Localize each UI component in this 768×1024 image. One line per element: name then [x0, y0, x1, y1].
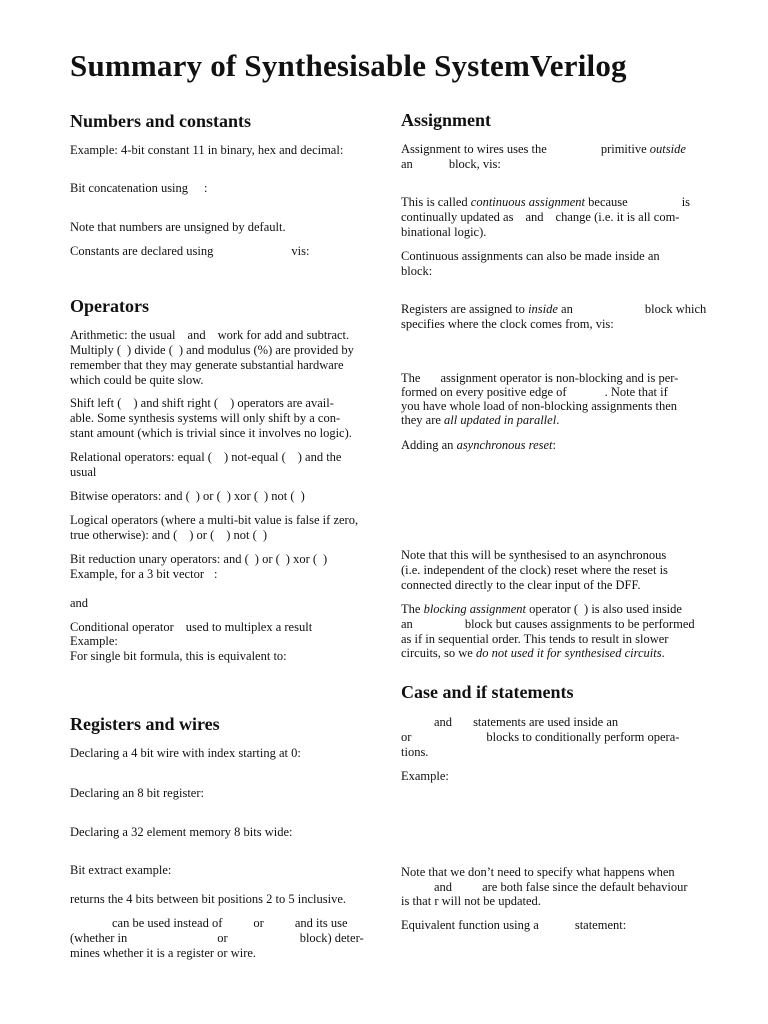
nb-2b: . Note that if — [604, 385, 668, 399]
arith-2a: Multiply ( — [70, 343, 122, 357]
logical-2a: true otherwise): and ( — [70, 528, 178, 542]
relational-line-1 — [70, 450, 341, 465]
nb-4c: . — [556, 413, 560, 427]
constants-vis: vis: — [291, 244, 310, 258]
assign-line-1 — [401, 142, 686, 157]
cont-1b: continuous assignment — [470, 195, 586, 209]
arith-text-a: Arithmetic: the usual — [70, 328, 176, 342]
registers-mem: Declaring a 32 element memory 8 bits wide: — [70, 825, 293, 839]
cont-2c: change (i.e. it is all com- — [555, 210, 680, 224]
logic-1c: and its use — [294, 916, 348, 930]
async-note-line-2: (i.e. independent of the clock) reset where the reset is — [401, 563, 668, 577]
logical-2d: ) — [262, 528, 267, 542]
nb-4b: all updated in parallel — [444, 413, 557, 427]
rel-1c: ) and the — [297, 450, 342, 464]
caseif-note-line-3: is that r will not be updated. — [401, 894, 541, 908]
caseif-1b: statements are used inside an — [473, 715, 619, 729]
nb-1a: The — [401, 371, 421, 385]
caseif-line-2 — [401, 730, 679, 745]
reg-1c: an — [561, 302, 573, 316]
bitwise-b: ) or ( — [195, 489, 221, 503]
heading-case-if: Case and if statements — [401, 682, 574, 702]
blk-1a: The — [401, 602, 421, 616]
blk-4a: circuits, so we — [401, 646, 473, 660]
reduction-1d: ) — [323, 552, 328, 566]
blk-1d: ) is also used inside — [584, 602, 682, 616]
logical-line-1: Logical operators (where a multi-bit value is false if zero, — [70, 513, 359, 527]
caseif-note-line-1: Note that we don’t need to specify what happens when — [401, 865, 675, 879]
caseif-example: Example: — [401, 769, 449, 783]
rel-1a: Relational operators: equal ( — [70, 450, 212, 464]
cond-1a: Conditional operator — [70, 620, 174, 634]
reduction-line-1 — [70, 552, 327, 567]
blk-2a: an — [401, 617, 413, 631]
nb-1b: assignment operator is non-blocking and is per- — [440, 371, 679, 385]
continuous-line-1 — [401, 195, 690, 210]
arith-text-c: work for add and subtract. — [217, 328, 350, 342]
registers-returns: returns the 4 bits between bit positions 2 to 5 inclusive. — [70, 892, 347, 906]
logical-2c: ) not ( — [226, 528, 257, 542]
nonblocking-line-2 — [401, 385, 668, 400]
cont-1c: because — [588, 195, 628, 209]
reduction-2a: Example, for a 3 bit vector — [70, 567, 204, 581]
registers-reg: Declaring an 8 bit register: — [70, 786, 204, 800]
numbers-unsigned: Note that numbers are unsigned by default. — [70, 220, 286, 234]
equiv-a: Equivalent function using a — [401, 918, 539, 932]
logic-2c: block) deter- — [299, 931, 364, 945]
blocking-line-1 — [401, 602, 682, 617]
nonblocking-line-3: you have whole load of non-blocking assignments then — [401, 399, 677, 413]
shift-1c: ) operators are avail- — [230, 396, 334, 410]
assign-2a: an — [401, 157, 413, 171]
caseif-note-2b: are both false since the default behaviour — [482, 880, 688, 894]
arith-line-3: remember that they may generate substantial hardware — [70, 358, 344, 372]
numbers-constants — [70, 244, 309, 259]
bitwise-e: ) — [300, 489, 305, 503]
logic-1b: or — [253, 916, 264, 930]
assign-2b: block, vis: — [448, 157, 501, 171]
registers-logic-line-2 — [70, 931, 364, 946]
caseif-2b: blocks to conditionally perform opera- — [486, 730, 680, 744]
arith-line-2 — [70, 343, 354, 358]
equiv-b: statement: — [574, 918, 627, 932]
caseif-line-3: tions. — [401, 745, 429, 759]
registers-extract: Bit extract example: — [70, 863, 172, 877]
async-c: : — [552, 438, 556, 452]
cont-2b: and — [525, 210, 544, 224]
cont-1a: This is called — [401, 195, 468, 209]
reduction-1c: ) xor ( — [285, 552, 318, 566]
reduction-and: and — [70, 596, 89, 610]
conditional-line-2: Example: — [70, 634, 118, 648]
assign-1b: primitive — [600, 142, 647, 156]
shift-1b: ) and shift right ( — [133, 396, 219, 410]
cont-2a: continually updated as — [401, 210, 514, 224]
reduction-2b: : — [213, 567, 218, 581]
heading-registers: Registers and wires — [70, 714, 220, 734]
blocking-line-2 — [401, 617, 695, 632]
inside-line-1: Continuous assignments can also be made inside an — [401, 249, 660, 263]
logic-1a: can be used instead of — [112, 916, 223, 930]
blk-1b: blocking assignment — [423, 602, 526, 616]
continuous-line-2 — [401, 210, 679, 225]
reg-1a: Registers are assigned to — [401, 302, 525, 316]
reg-1d: block which — [644, 302, 707, 316]
shift-line-2: able. Some synthesis systems will only shift by a con- — [70, 411, 341, 425]
registers-logic-line-3: mines whether it is a register or wire. — [70, 946, 257, 960]
arith-2c: ) and modulus (%) are provided by — [178, 343, 354, 357]
caseif-2a: or — [401, 730, 412, 744]
registers-assign-line-2: specifies where the clock comes from, vis: — [401, 317, 614, 331]
numbers-concat — [70, 181, 208, 196]
logical-2b: ) or ( — [189, 528, 215, 542]
reduction-line-2 — [70, 567, 217, 582]
registers-wire: Declaring a 4 bit wire with index starting at 0: — [70, 746, 301, 760]
concat-text: Bit concatenation using — [70, 181, 189, 195]
inside-line-2: block: — [401, 264, 433, 278]
page-title: Summary of Synthesisable SystemVerilog — [70, 48, 627, 83]
logic-2a: (whether in — [70, 931, 128, 945]
caseif-note-line-2 — [401, 880, 688, 895]
assign-1a: Assignment to wires uses the — [401, 142, 547, 156]
blocking-line-3: as if in sequential order. This tends to result in slower — [401, 632, 669, 646]
arith-line-1 — [70, 328, 349, 343]
caseif-note-2a: and — [434, 880, 453, 894]
reduction-1a: Bit reduction unary operators: and ( — [70, 552, 249, 566]
heading-numbers: Numbers and constants — [70, 111, 252, 131]
nb-2a: formed on every positive edge of — [401, 385, 567, 399]
async-a: Adding an — [401, 438, 454, 452]
heading-assignment: Assignment — [401, 110, 492, 130]
conditional-line-3: For single bit formula, this is equivalent to: — [70, 649, 287, 663]
numbers-example: Example: 4-bit constant 11 in binary, hex and decimal: — [70, 143, 344, 157]
constants-text: Constants are declared using — [70, 244, 214, 258]
nonblocking-line-4 — [401, 413, 559, 428]
bitwise-d: ) not ( — [264, 489, 295, 503]
cont-1d: is — [681, 195, 691, 209]
concat-end: : — [204, 181, 208, 195]
logic-2b: or — [217, 931, 228, 945]
relational-line-2: usual — [70, 465, 97, 479]
bitwise-a: Bitwise operators: and ( — [70, 489, 190, 503]
bitwise-c: ) xor ( — [226, 489, 259, 503]
assign-1c: outside — [649, 142, 686, 156]
heading-operators: Operators — [70, 296, 149, 316]
cond-1b: used to multiplex a result — [185, 620, 313, 634]
assign-line-2 — [401, 157, 501, 172]
shift-line-1 — [70, 396, 334, 411]
reg-1b: inside — [528, 302, 558, 316]
blocking-line-4 — [401, 646, 665, 661]
continuous-line-3: binational logic). — [401, 225, 487, 239]
conditional-line-1 — [70, 620, 312, 635]
async-note-line-3: connected directly to the clear input of the DFF. — [401, 578, 641, 592]
blk-4b: do not used it for synthesised circuits — [475, 646, 662, 660]
async-note-line-1: Note that this will be synthesised to an asynchronous — [401, 548, 667, 562]
async-b: asynchronous reset — [456, 438, 553, 452]
caseif-line-1 — [401, 715, 618, 730]
registers-logic-line-1 — [70, 916, 348, 931]
bitwise-line — [70, 489, 305, 504]
shift-1a: Shift left ( — [70, 396, 122, 410]
logical-line-2 — [70, 528, 267, 543]
reduction-1b: ) or ( — [254, 552, 280, 566]
rel-1b: ) not-equal ( — [223, 450, 286, 464]
caseif-1a: and — [434, 715, 453, 729]
blk-4c: . — [661, 646, 665, 660]
nb-4a: they are — [401, 413, 441, 427]
nonblocking-line-1 — [401, 371, 678, 386]
arith-2b: ) divide ( — [127, 343, 173, 357]
arith-line-4: which could be quite slow. — [70, 373, 204, 387]
registers-assign-line-1 — [401, 302, 706, 317]
shift-line-3: stant amount (which is trivial since it involves no logic). — [70, 426, 352, 440]
arith-text-b: and — [187, 328, 206, 342]
caseif-equivalent — [401, 918, 626, 933]
blk-2b: block but causes assignments to be performed — [464, 617, 695, 631]
blk-1c: operator ( — [529, 602, 579, 616]
async-line — [401, 438, 556, 453]
